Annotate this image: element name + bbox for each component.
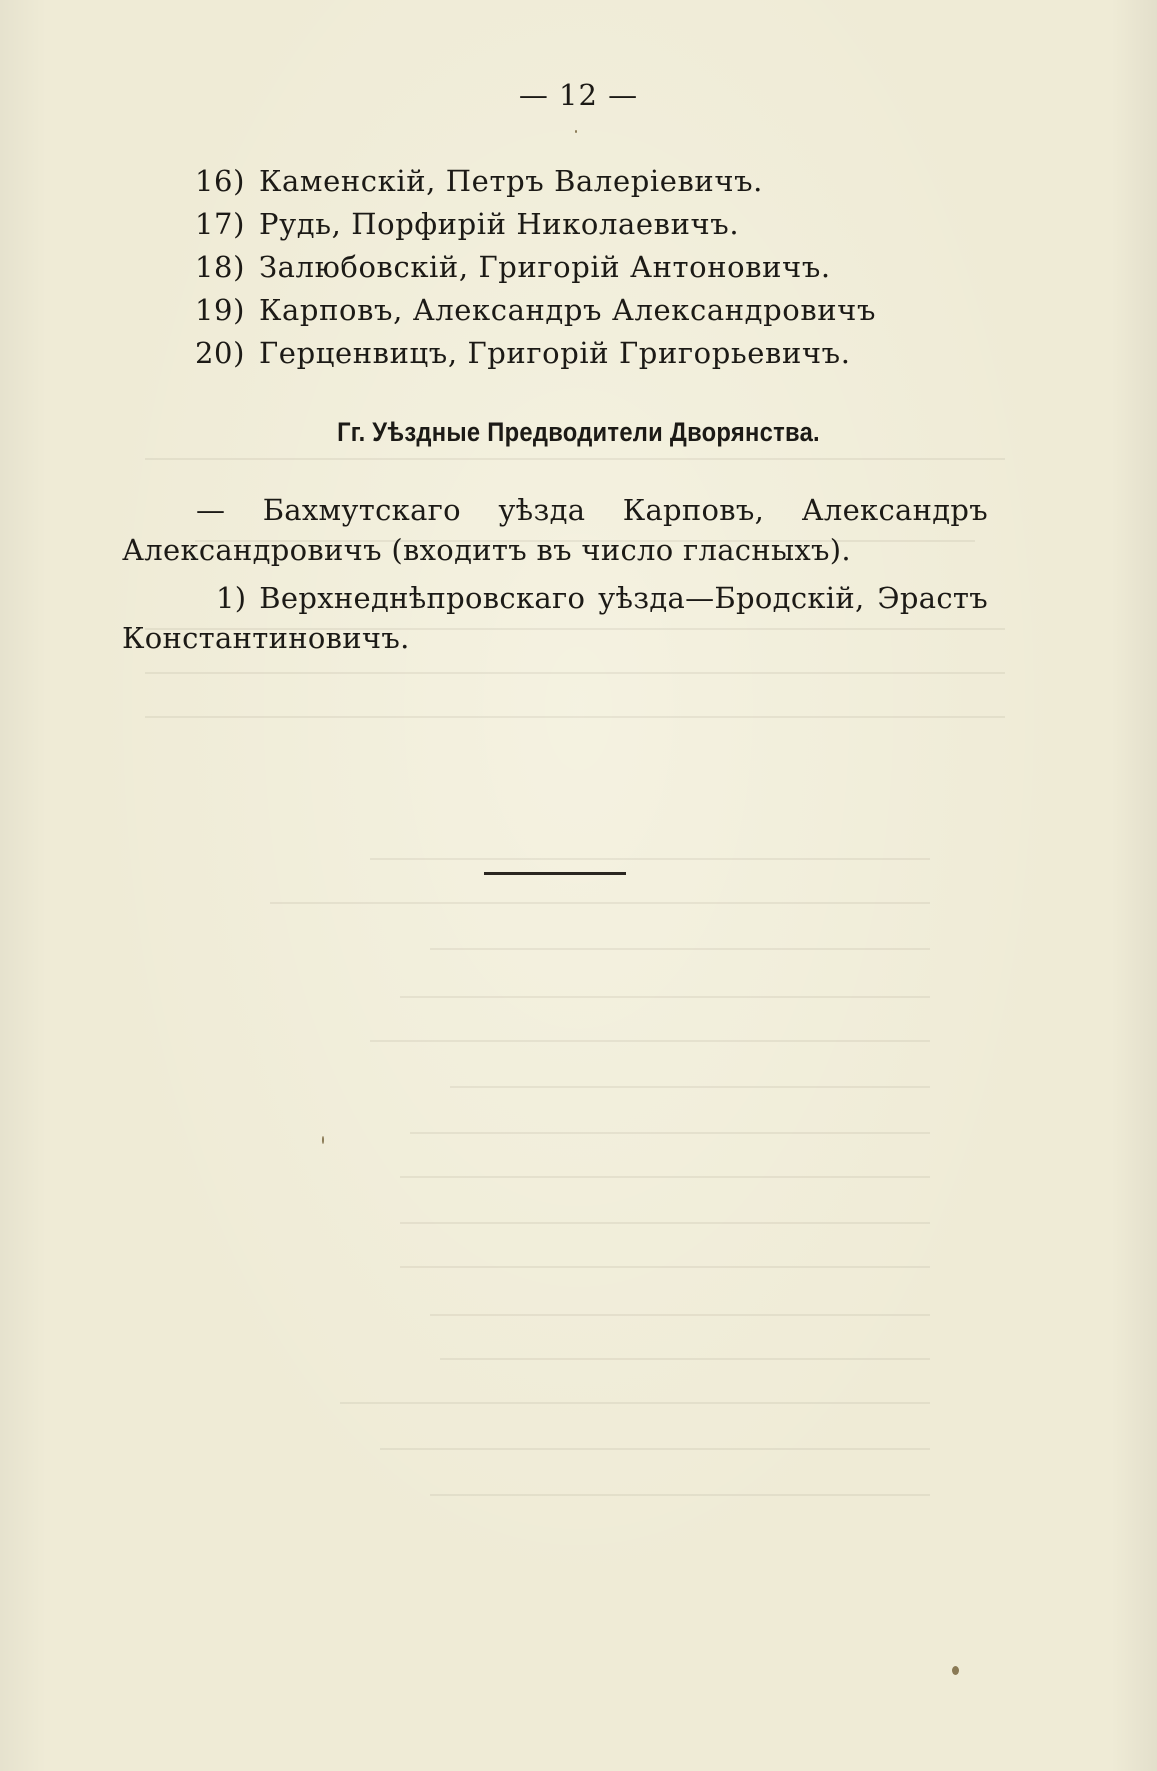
list-item-text: Герценвицъ, Григорій Григорьевичъ. <box>259 336 851 370</box>
member-list <box>195 160 876 375</box>
list-item <box>195 246 876 289</box>
list-item <box>195 289 876 332</box>
list-item-number: 20) <box>195 336 246 370</box>
section-divider <box>484 872 626 875</box>
page-number: — 12 — <box>518 78 639 112</box>
list-item-text: Залюбовскій, Григорій Антоновичъ. <box>259 250 831 284</box>
list-item <box>195 160 876 203</box>
list-item-number: 18) <box>195 250 246 284</box>
list-item-number: 19) <box>195 293 246 327</box>
list-item-number: 16) <box>195 164 246 198</box>
list-item <box>195 203 876 246</box>
list-item-text: Карповъ, Александръ Александровичъ <box>259 293 877 327</box>
paragraph-verkhnedneprovsk: 1) Верхнеднѣпровскаго уѣзда—Бродскій, Эрастъ Константиновичъ. <box>122 581 988 655</box>
paragraph-bakhmut: — Бахмутскаго уѣзда Карповъ, Александръ Александровичъ (входитъ въ число гласныхъ). <box>122 493 988 567</box>
list-item <box>195 332 876 375</box>
list-item-number: 17) <box>195 207 246 241</box>
section-heading: Гг. Уѣздные Предводители Дворянства. <box>337 417 820 447</box>
list-item-text: Каменскій, Петръ Валеріевичъ. <box>259 164 763 198</box>
list-item-text: Рудь, Порфирій Николаевичъ. <box>259 207 740 241</box>
